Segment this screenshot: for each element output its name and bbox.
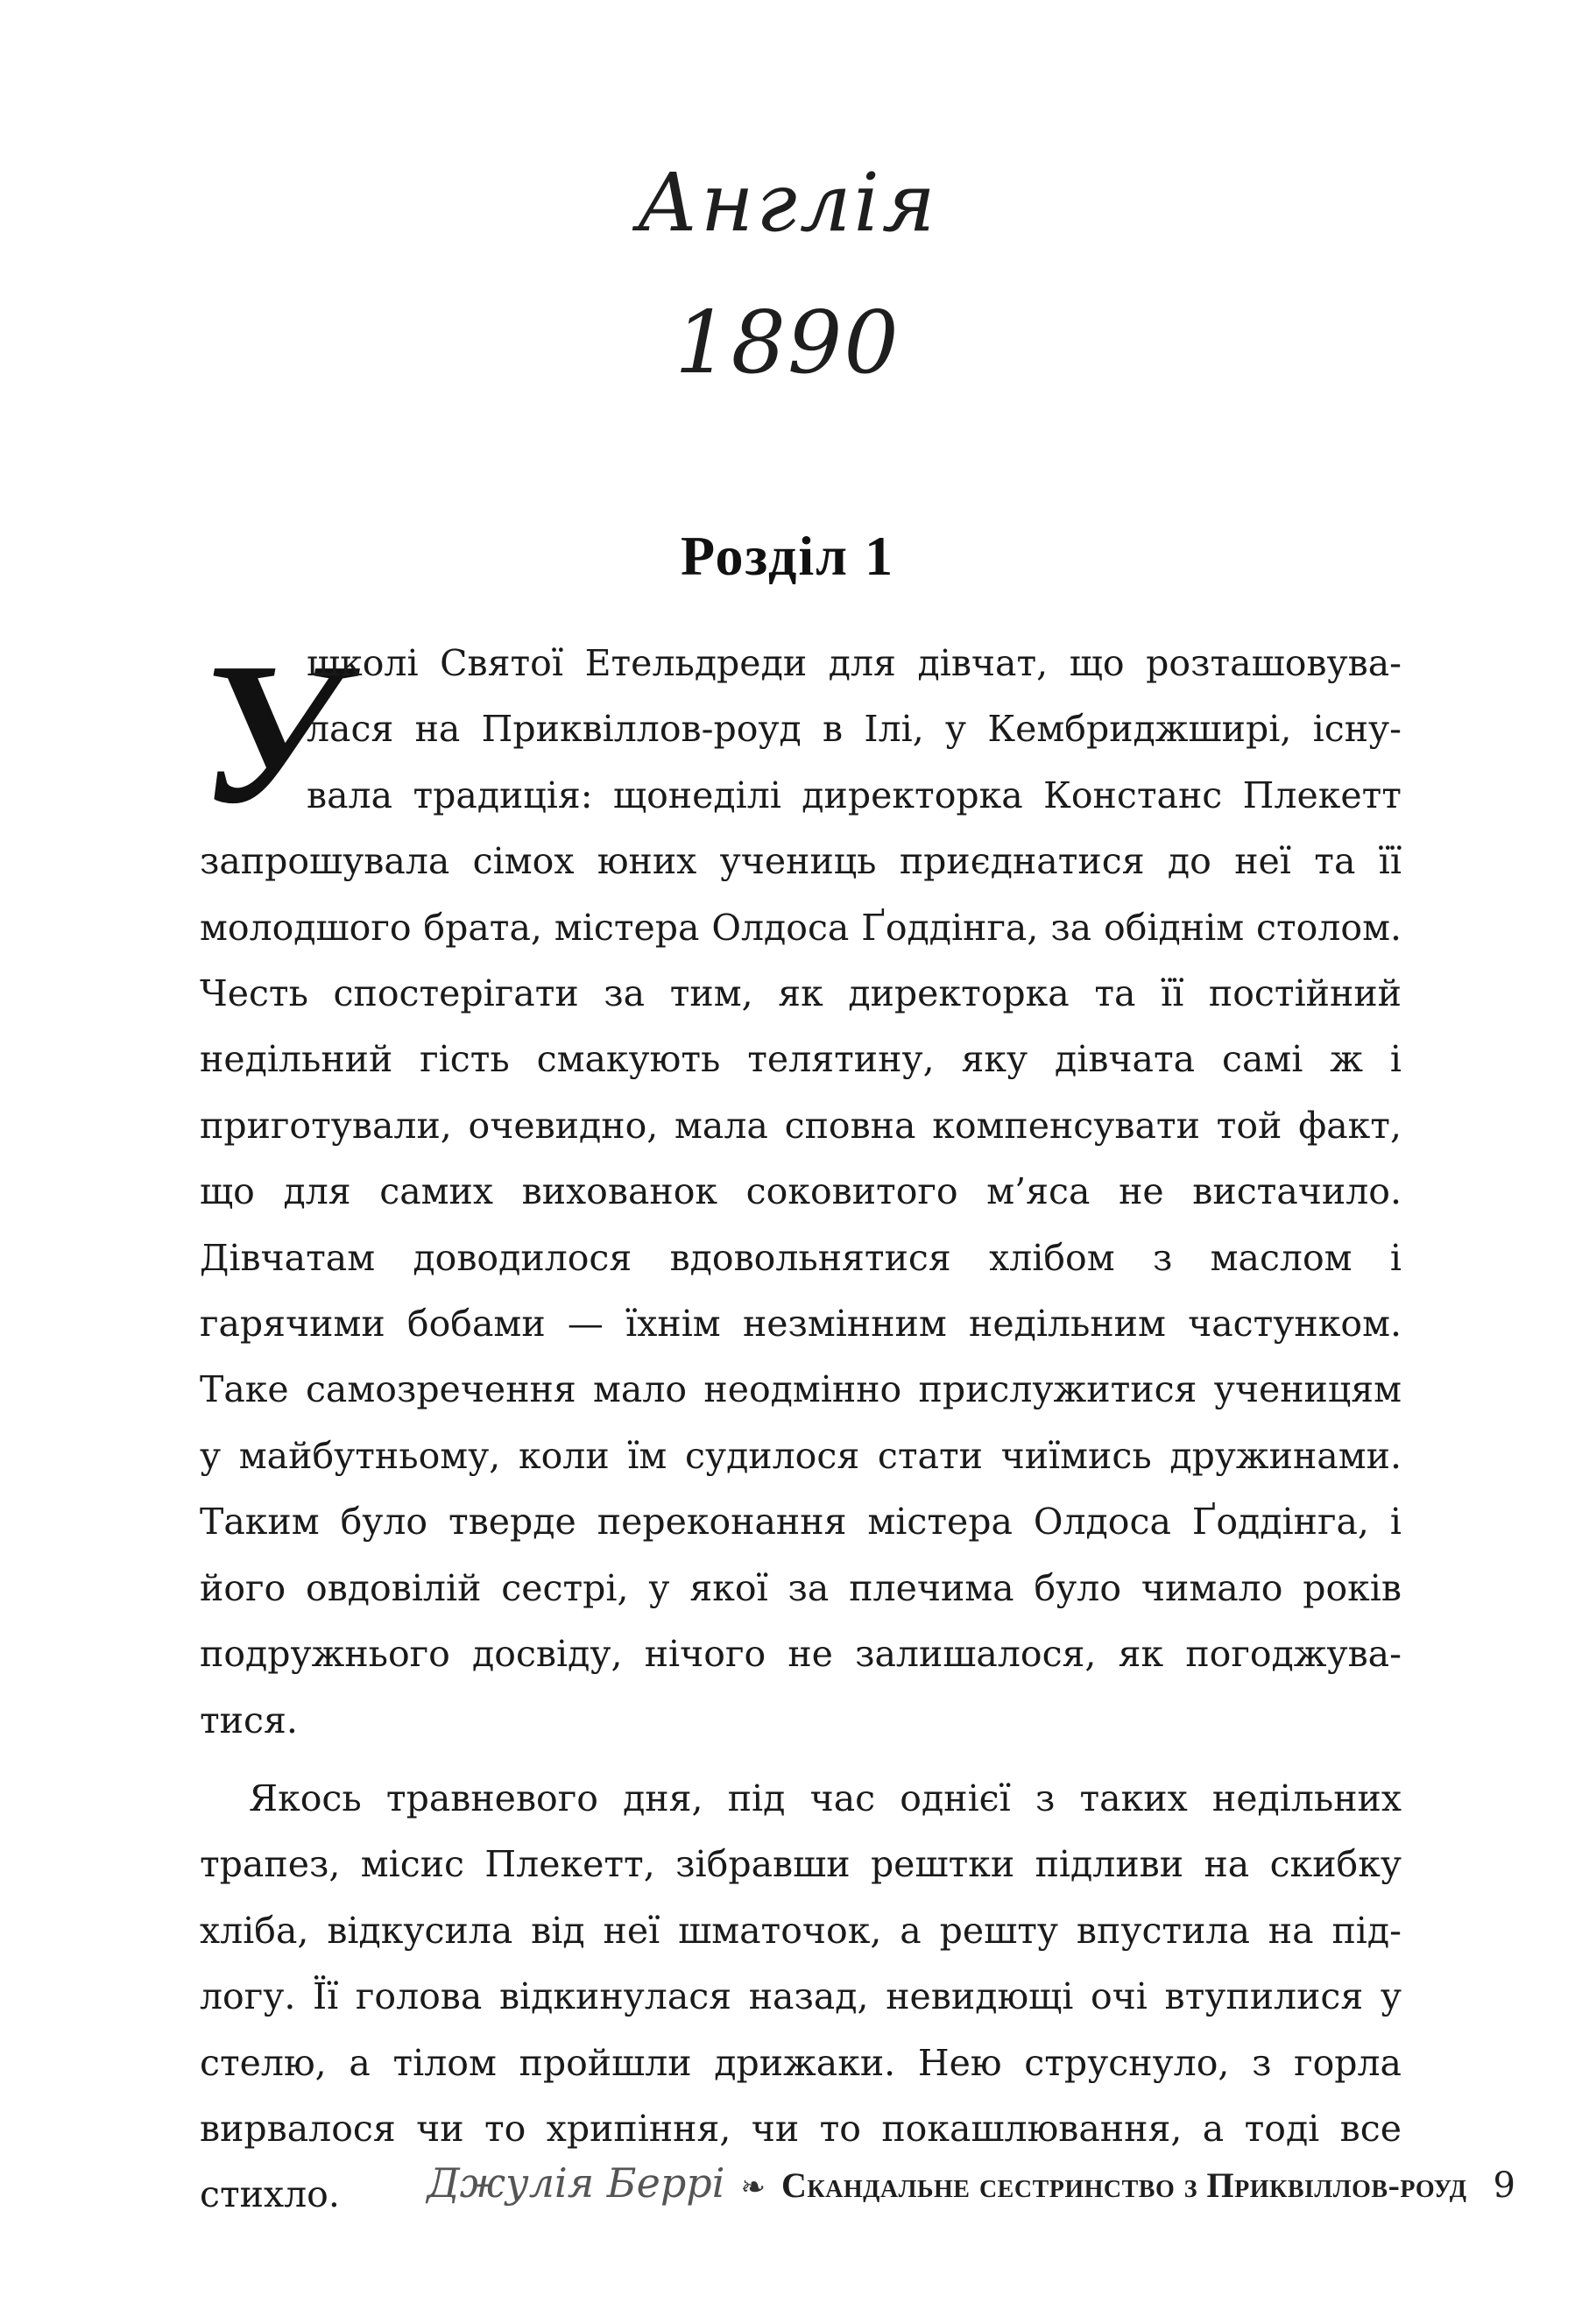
paragraph-1 xyxy=(200,621,1402,1754)
running-footer xyxy=(427,2159,1515,2207)
footer-author: Джулія Беррі xyxy=(427,2159,725,2207)
fleuron-icon: ❧ xyxy=(740,2170,766,2205)
heading-year: 1890 xyxy=(674,293,901,393)
heading-place: Англія xyxy=(637,156,938,250)
body-text xyxy=(200,621,1402,2229)
footer-book-title: Скандальне сестринство з Приквіллов-роуд xyxy=(780,2165,1467,2205)
drop-cap: У xyxy=(200,621,342,846)
page-number: 9 xyxy=(1493,2165,1515,2206)
chapter-title: Розділ 1 xyxy=(680,525,895,587)
paragraph-1-text: школі Святої Етельдреди для дівчат, що розташовувалася на Приквіллов-роуд в Ілі, у Кембриджширі, існувала традиція: щонеділі директорка Констанс Плекетт запрошувала сімох юних учениць приєднатися до неї та її молодшого брата, містера Олдоса Ґоддінга, за обіднім столом. Честь спостерігати за тим, як директорка та її постійний недільний гість смакують телятину, яку дівчата самі ж і приготували, очевидно, мала сповна компенсувати той факт, що для самих вихованок соковитого м’яса не вистачило. Дівчатам доводилося вдовольнятися хлібом з маслом і гарячими бобами — їхнім незмінним недільним частунком. Таке самозречення мало неодмінно прислужитися ученицям у майбутньому, коли їм судилося стати чиїмись дружинами. Таким було тверде переконання містера Олдоса Ґоддінга, і його овдовілій сестрі, у якої за плечима було чимало років подружнього досвіду, нічого не залишалося, як погоджуватися. xyxy=(200,642,1402,1741)
paragraph-2: Якось травневого дня, під час однієї з таких недільних трапез, місис Плекетт, зібравши рештки підливи на скибку хліба, відкусила від неї шматочок, а решту впустила на підлогу. Її голова відкинулася назад, невидющі очі втупилися у стелю, а тілом пройшли дрижаки. Нею струснуло, з горла вирвалося чи то хрипіння, чи то покашлювання, а тоді все стихло. xyxy=(200,1777,1402,2216)
